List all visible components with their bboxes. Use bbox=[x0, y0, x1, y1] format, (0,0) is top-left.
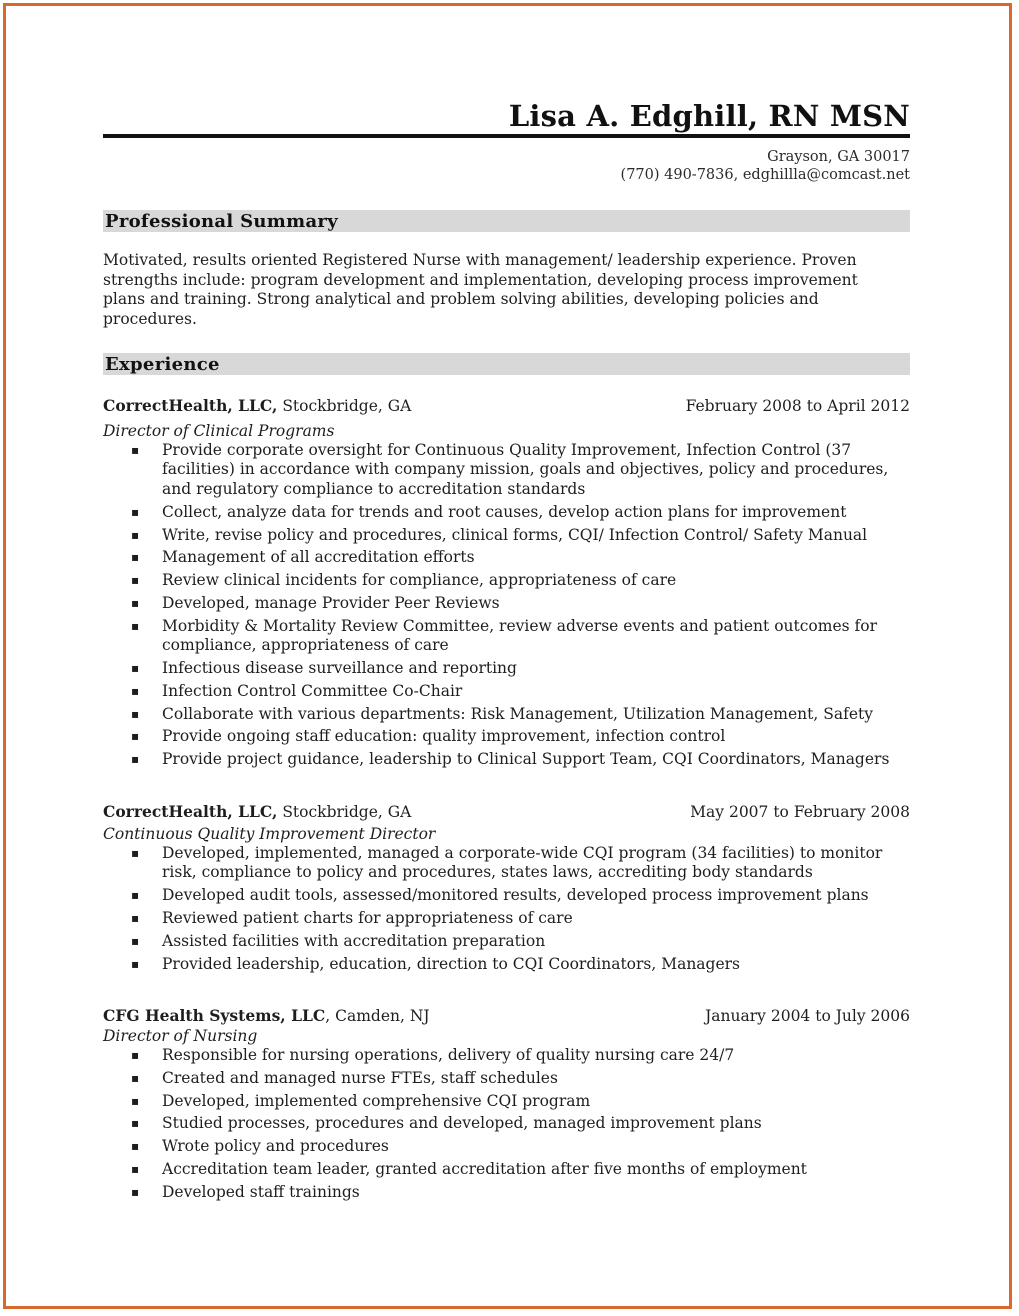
job-entry bbox=[103, 396, 910, 770]
job-dates: January 2004 to July 2006 bbox=[705, 1007, 910, 1026]
duty-item bbox=[103, 1069, 902, 1089]
job-employer bbox=[103, 396, 411, 416]
duty-item bbox=[103, 932, 902, 952]
duty-item bbox=[103, 526, 902, 546]
experience-list bbox=[103, 396, 910, 1203]
duty-text: Studied processes, procedures and developed, managed improvement plans bbox=[162, 1114, 762, 1133]
bullet-icon: ▪ bbox=[131, 550, 140, 565]
job-dates: February 2008 to April 2012 bbox=[685, 396, 910, 415]
bullet-icon: ▪ bbox=[131, 1139, 140, 1154]
duty-item bbox=[103, 659, 902, 679]
bullet-icon: ▪ bbox=[131, 618, 140, 633]
bullet-icon: ▪ bbox=[131, 683, 140, 698]
bullet-icon: ▪ bbox=[131, 752, 140, 767]
duty-text: Wrote policy and procedures bbox=[162, 1137, 389, 1156]
duty-item bbox=[103, 705, 902, 725]
bullet-icon: ▪ bbox=[131, 729, 140, 744]
job-duties bbox=[103, 844, 910, 974]
duty-item bbox=[103, 886, 902, 906]
duty-text: Infection Control Committee Co-Chair bbox=[162, 681, 463, 700]
job-employer bbox=[103, 802, 411, 822]
duty-text: Assisted facilities with accreditation preparation bbox=[162, 931, 546, 950]
name-divider bbox=[103, 134, 910, 138]
bullet-icon: ▪ bbox=[131, 504, 140, 519]
duty-text: Morbidity & Mortality Review Committee, review adverse events and patient outcomes for compliance, appropriateness of care bbox=[162, 616, 877, 655]
duty-text: Review clinical incidents for compliance, appropriateness of care bbox=[162, 571, 677, 590]
job-header bbox=[103, 802, 910, 822]
duty-item bbox=[103, 1183, 902, 1203]
job-duties bbox=[103, 1046, 910, 1202]
duty-item bbox=[103, 503, 902, 523]
candidate-name: Lisa A. Edghill, RN MSN bbox=[508, 99, 910, 133]
duty-text: Provide corporate oversight for Continuous Quality Improvement, Infection Control (37 facilities) in accordance with company mission, goals and objectives, policy and procedures, and regulatory compliance to accreditation standards bbox=[162, 440, 889, 498]
contact-location: Grayson, GA 30017 bbox=[767, 149, 910, 165]
duty-item bbox=[103, 844, 902, 883]
job-duties bbox=[103, 441, 910, 770]
job-location: Stockbridge, GA bbox=[277, 396, 412, 415]
job-company: CorrectHealth, LLC, bbox=[103, 395, 278, 415]
duty-item bbox=[103, 1137, 902, 1157]
duty-text: Collaborate with various departments: Risk Management, Utilization Management, Safety bbox=[162, 704, 873, 723]
duty-item bbox=[103, 548, 902, 568]
duty-text: Provide project guidance, leadership to Clinical Support Team, CQI Coordinators, Managers bbox=[162, 750, 890, 769]
duty-item bbox=[103, 617, 902, 656]
job-title: Director of Clinical Programs bbox=[103, 421, 335, 440]
job-company: CFG Health Systems, LLC bbox=[103, 1006, 326, 1026]
bullet-icon: ▪ bbox=[131, 910, 140, 925]
duty-item bbox=[103, 594, 902, 614]
duty-text: Created and managed nurse FTEs, staff schedules bbox=[162, 1068, 558, 1087]
job-header bbox=[103, 396, 910, 416]
job-employer bbox=[103, 1006, 430, 1026]
bullet-icon: ▪ bbox=[131, 573, 140, 588]
section-heading-experience: Experience bbox=[103, 353, 910, 375]
job-title: Director of Nursing bbox=[103, 1027, 258, 1046]
duty-text: Management of all accreditation efforts bbox=[162, 548, 475, 567]
duty-text: Provide ongoing staff education: quality improvement, infection control bbox=[162, 727, 726, 746]
duty-text: Developed, implemented comprehensive CQI program bbox=[162, 1091, 591, 1110]
duty-item bbox=[103, 1092, 902, 1112]
duty-text: Collect, analyze data for trends and root causes, develop action plans for improvement bbox=[162, 502, 847, 521]
job-dates: May 2007 to February 2008 bbox=[690, 802, 910, 821]
duty-text: Developed, implemented, managed a corporate-wide CQI program (34 facilities) to monitor risk, compliance to policy and procedures, states laws, accrediting body standards bbox=[162, 843, 883, 882]
bullet-icon: ▪ bbox=[131, 933, 140, 948]
bullet-icon: ▪ bbox=[131, 1070, 140, 1085]
bullet-icon: ▪ bbox=[131, 956, 140, 971]
bullet-icon: ▪ bbox=[131, 527, 140, 542]
resume-document bbox=[103, 100, 910, 1206]
bullet-icon: ▪ bbox=[131, 595, 140, 610]
bullet-icon: ▪ bbox=[131, 1184, 140, 1199]
duty-item bbox=[103, 1046, 902, 1066]
duty-text: Reviewed patient charts for appropriateness of care bbox=[162, 908, 573, 927]
duty-text: Developed, manage Provider Peer Reviews bbox=[162, 593, 500, 612]
duty-item bbox=[103, 571, 902, 591]
job-entry bbox=[103, 1006, 910, 1202]
bullet-icon: ▪ bbox=[131, 661, 140, 676]
job-location: , Camden, NJ bbox=[325, 1007, 430, 1026]
duty-item bbox=[103, 441, 902, 500]
duty-text: Developed staff trainings bbox=[162, 1182, 360, 1201]
job-company: CorrectHealth, LLC, bbox=[103, 801, 278, 821]
duty-text: Accreditation team leader, granted accreditation after five months of employment bbox=[162, 1160, 807, 1178]
duty-text: Provided leadership, education, direction to CQI Coordinators, Managers bbox=[162, 954, 741, 973]
duty-item bbox=[103, 1160, 902, 1180]
duty-text: Developed audit tools, assessed/monitored results, developed process improvement plans bbox=[162, 886, 869, 905]
bullet-icon: ▪ bbox=[131, 1048, 140, 1063]
job-header bbox=[103, 1006, 910, 1026]
duty-text: Write, revise policy and procedures, clinical forms, CQI/ Infection Control/ Safety Manual bbox=[162, 525, 868, 544]
contact-block bbox=[103, 148, 910, 184]
summary-text: Motivated, results oriented Registered Nurse with management/ leadership experience. Proven strengths include: program development and implementation, developing process improvement plans and training. Strong analytical and problem solving abilities, developing policies and procedures. bbox=[103, 251, 858, 329]
bullet-icon: ▪ bbox=[131, 888, 140, 903]
duty-item bbox=[103, 727, 902, 747]
duty-text: Responsible for nursing operations, delivery of quality nursing care 24/7 bbox=[162, 1046, 735, 1065]
bullet-icon: ▪ bbox=[131, 1093, 140, 1108]
contact-phone-email: (770) 490-7836, edghillla@comcast.net bbox=[620, 167, 910, 183]
duty-item bbox=[103, 1114, 902, 1134]
bullet-icon: ▪ bbox=[131, 1116, 140, 1131]
section-heading-summary: Professional Summary bbox=[103, 210, 910, 232]
duty-item bbox=[103, 909, 902, 929]
bullet-icon: ▪ bbox=[131, 1162, 140, 1176]
bullet-icon: ▪ bbox=[131, 845, 140, 860]
duty-item bbox=[103, 682, 902, 702]
job-entry bbox=[103, 802, 910, 974]
job-location: Stockbridge, GA bbox=[277, 802, 412, 821]
duty-item bbox=[103, 955, 902, 975]
duty-item bbox=[103, 750, 902, 770]
duty-text: Infectious disease surveillance and reporting bbox=[162, 659, 517, 678]
bullet-icon: ▪ bbox=[131, 706, 140, 721]
bullet-icon: ▪ bbox=[131, 442, 140, 457]
job-title: Continuous Quality Improvement Director bbox=[103, 824, 436, 843]
